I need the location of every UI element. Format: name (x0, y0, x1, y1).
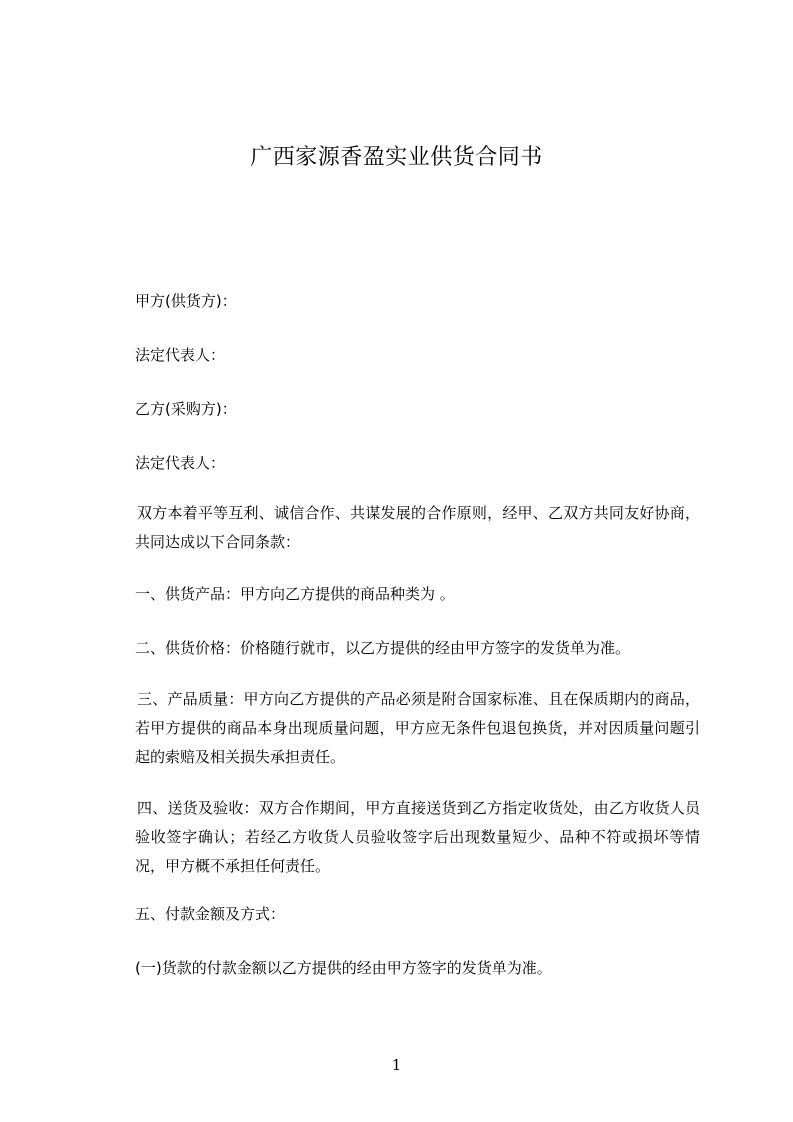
party-b-line: 乙方(采购方)： (135, 400, 237, 418)
party-a-line: 甲方(供货方)： (135, 292, 237, 310)
clause-5: 五、付款金额及方式： (135, 905, 286, 923)
clause-3-paragraph (135, 685, 700, 772)
clause-5-item-1: (一)货款的付款金额以乙方提供的经由甲方签字的发货单为准。 (135, 959, 552, 977)
intro-paragraph (135, 499, 700, 557)
intro-text: 双方本着平等互利、诚信合作、共谋发展的合作原则，经甲、乙双方共同友好协商，共同达成以下合同条款： (135, 504, 700, 551)
party-a-representative-line: 法定代表人： (135, 346, 226, 364)
page-number: 1 (391, 1056, 402, 1074)
clause-2: 二、供货价格：价格随行就市，以乙方提供的经由甲方签字的发货单为准。 (135, 639, 631, 657)
clause-1: 一、供货产品：甲方向乙方提供的商品种类为 。 (135, 585, 455, 603)
clause-4: 四、送货及验收：双方合作期间，甲方直接送货到乙方指定收货处，由乙方收货人员验收签字确认；若经乙方收货人员验收签字后出现数量短少、品种不符或损坏等情况，甲方概不承担任何责任。 (135, 799, 700, 875)
clause-4-paragraph (135, 794, 700, 881)
party-b-representative-line: 法定代表人： (135, 454, 226, 472)
document-title: 广西家源香盈实业供货合同书 (250, 145, 543, 170)
clause-3: 三、产品质量：甲方向乙方提供的产品必须是附合国家标准、且在保质期内的商品，若甲方提供的商品本身出现质量问题，甲方应无条件包退包换货，并对因质量问题引起的索赔及相关损失承担责任。 (135, 690, 700, 766)
